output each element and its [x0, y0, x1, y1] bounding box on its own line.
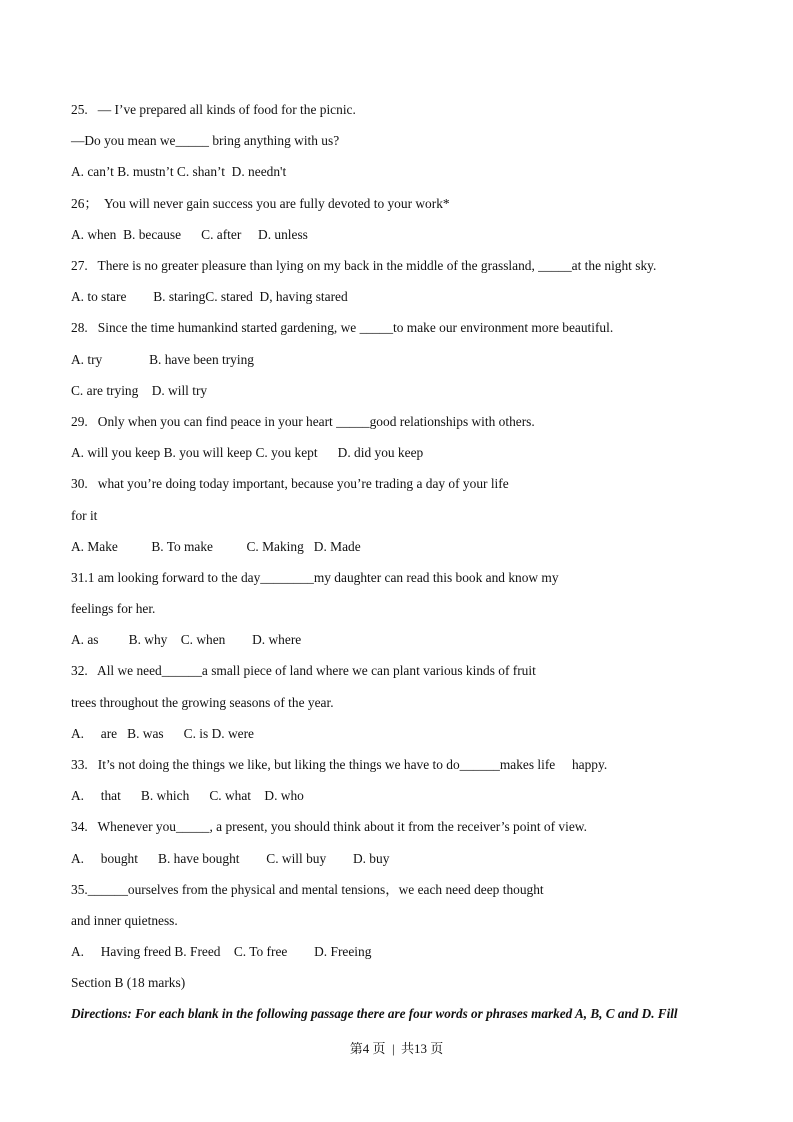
question-32-stem: 32. All we need______a small piece of land where we can plant various kinds of fruit	[71, 663, 536, 678]
question-26-stem: 26； You will never gain success you are fully devoted to your work*	[71, 196, 450, 211]
question-29-stem: 29. Only when you can find peace in your heart _____good relationships with others.	[71, 414, 535, 429]
question-35-options: A. Having freed B. Freed C. To free D. Freeing	[71, 944, 372, 959]
question-25-stem: 25. — I’ve prepared all kinds of food for the picnic.	[71, 102, 356, 117]
question-29-options: A. will you keep B. you will keep C. you kept D. did you keep	[71, 445, 424, 460]
question-35-stem: 35.______ourselves from the physical and mental tensions，we each need deep thought	[71, 882, 544, 897]
section-b-heading: Section B (18 marks)	[71, 975, 186, 990]
question-32-stem-cont: trees throughout the growing seasons of the year.	[71, 695, 334, 710]
question-28-stem: 28. Since the time humankind started gardening, we _____to make our environment more beautiful.	[71, 320, 614, 335]
question-25-reply: —Do you mean we_____ bring anything with us?	[71, 133, 340, 148]
question-25-options: A. can’t B. mustn’t C. shan’t D. needn't	[71, 164, 287, 179]
page-footer: 第4 页 | 共13 页	[349, 1041, 444, 1056]
question-34-options: A. bought B. have bought C. will buy D. buy	[71, 851, 390, 866]
question-27-stem: 27. There is no greater pleasure than lying on my back in the middle of the grassland, _____at the night sky.	[71, 258, 657, 273]
question-35-stem-cont: and inner quietness.	[71, 913, 178, 928]
question-33-options: A. that B. which C. what D. who	[71, 788, 304, 803]
question-28-options-1: A. try B. have been trying	[71, 352, 254, 367]
question-26-options: A. when B. because C. after D. unless	[71, 227, 308, 242]
question-30-options: A. Make B. To make C. Making D. Made	[71, 539, 361, 554]
question-30-stem-cont: for it	[71, 508, 98, 523]
question-31-stem-cont: feelings for her.	[71, 601, 156, 616]
question-33-stem: 33. It’s not doing the things we like, but liking the things we have to do______makes life happy.	[71, 757, 608, 772]
question-28-options-2: C. are trying D. will try	[71, 383, 208, 398]
question-27-options: A. to stare B. staringC. stared D, having stared	[71, 289, 348, 304]
question-32-options: A. are B. was C. is D. were	[71, 726, 254, 741]
question-34-stem: 34. Whenever you_____, a present, you should think about it from the receiver’s point of view.	[71, 819, 587, 834]
question-31-options: A. as B. why C. when D. where	[71, 632, 302, 647]
question-31-stem: 31.1 am looking forward to the day________my daughter can read this book and know my	[71, 570, 559, 585]
question-30-stem: 30. what you’re doing today important, because you’re trading a day of your life	[71, 476, 509, 491]
section-b-directions: Directions: For each blank in the following passage there are four words or phrases marked A, B, C and D. Fill	[71, 1006, 678, 1021]
